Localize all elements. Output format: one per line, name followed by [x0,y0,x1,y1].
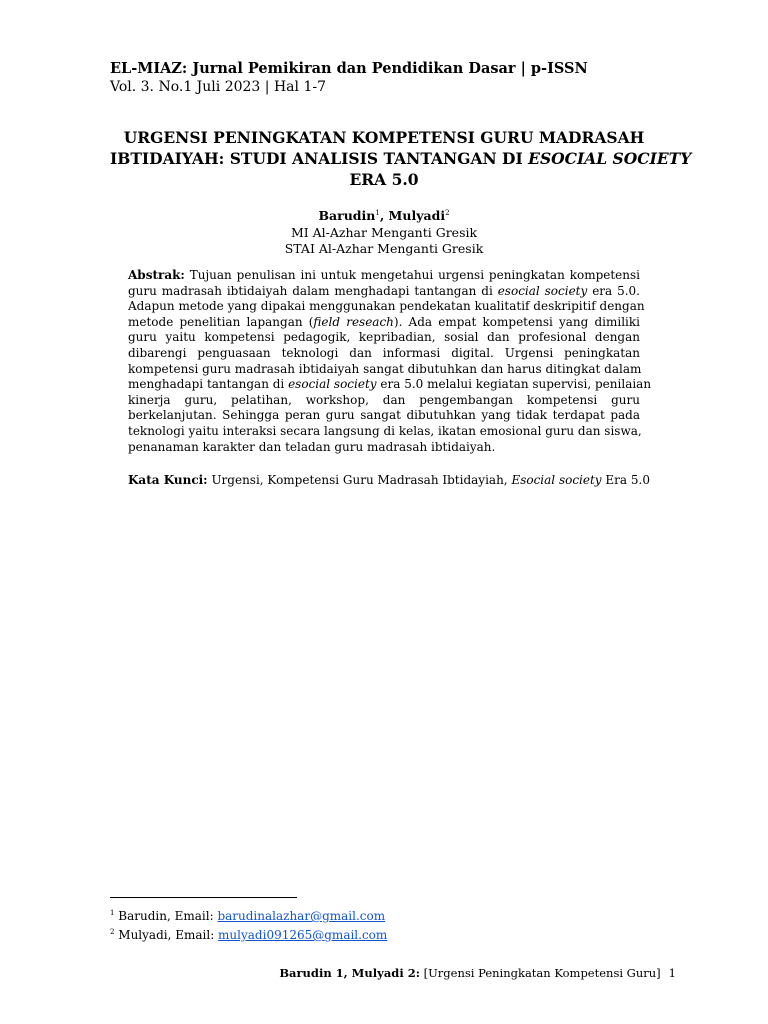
abstract-text: era 5.0. [587,283,640,298]
abstract-line: kompetensi guru madrasah ibtidaiyah sangat dibutuhkan dan harus ditingkat dalam [128,361,642,376]
author-separator: , [379,208,389,224]
abstract-line: dibarengi penguasaan teknologi dan informasi digital. Urgensi peningkatan [128,345,640,360]
author-1: Barudin [318,208,376,224]
title-line-2 [110,148,692,169]
footnote-1 [110,905,510,924]
abstract-italic: field reseach [313,314,394,329]
abstract-label: Abstrak: [128,268,185,282]
footnote-2-text: Mulyadi, Email: [114,928,219,942]
affiliation-2: STAI Al-Azhar Menganti Gresik [284,241,484,257]
page-footer [279,966,676,981]
footnotes [110,905,510,943]
footnote-2 [110,924,510,943]
abstract-line: penanaman karakter dan teladan guru madrasah ibtidaiyah. [128,439,496,454]
abstract-text: ). Ada empat kompetensi yang dimiliki [393,314,640,329]
email-link-mulyadi[interactable]: mulyadi091265@gmail.com [218,928,388,942]
abstract-line [128,268,640,284]
abstract-line [128,377,652,393]
author-2-sup: 2 [445,209,450,217]
journal-volume: Vol. 3. No.1 Juli 2023 | Hal 1-7 [110,79,326,95]
author-names [110,205,658,225]
title-line-3: ERA 5.0 [349,170,419,189]
title-line-2-text: IBTIDAIYAH: STUDI ANALISIS TANTANGAN DI [110,149,529,168]
paper-title [110,127,692,190]
abstract-italic: esocial society [288,377,377,392]
footnote-divider [110,897,297,898]
author-block [110,205,658,258]
abstract-line: berkelanjutan. Sehingga peran guru sangat dibutuhkan yang tidak terdapat pada [128,408,640,423]
page-number: 1 [668,966,676,980]
abstract-line: kinerja guru, pelatihan, workshop, dan pengembangan kompetensi guru [128,392,640,407]
keywords-label: Kata Kunci: [128,473,208,487]
journal-name: EL-MIAZ: Jurnal Pemikiran dan Pendidikan Dasar | p-ISSN [110,60,588,77]
abstract-line [128,284,640,300]
author-2: Mulyadi [388,208,446,224]
abstract [128,268,652,455]
abstract-line: Adapun metode yang dipakai menggunakan pendekatan kualitatif deskripitif dengan [128,299,645,314]
author-1-sup: 1 [375,209,380,217]
abstract-text: Tujuan penulisan ini untuk mengetahui urgensi peningkatan kompetensi [184,268,640,282]
affiliation-1: MI Al-Azhar Menganti Gresik [290,224,478,240]
keywords [128,472,648,488]
footnote-1-text: Barudin, Email: [114,909,218,923]
abstract-text: metode penelitian lapangan ( [128,314,314,329]
keywords-italic: Esocial society [511,473,602,487]
keywords-text: Urgensi, Kompetensi Guru Madrasah Ibtidayiah, [207,473,512,487]
abstract-line [128,315,640,331]
abstract-text: menghadapi tantangan di [128,377,289,392]
abstract-line: teknologi yaitu interaksi secara langsung di kelas, ikatan emosional guru dan siswa, [128,423,642,438]
keywords-suffix: Era 5.0 [601,473,650,487]
footnote-1-number: 1 [110,909,115,917]
journal-header [110,60,670,96]
footer-title: [Urgensi Peningkatan Kompetensi Guru] [419,966,661,980]
title-line-2-italic: ESOCIAL SOCIETY [528,149,692,168]
email-link-barudin[interactable]: barudinalazhar@gmail.com [217,909,386,923]
abstract-text: era 5.0 melalui kegiatan supervisi, penilaian [376,377,652,392]
title-line-1: URGENSI PENINGKATAN KOMPETENSI GURU MADRASAH [123,128,645,147]
abstract-line: guru yaitu kompetensi pedagogik, kepribadian, sosial dan profesional dengan [128,330,640,345]
footnote-2-number: 2 [110,928,115,936]
abstract-italic: esocial society [497,283,588,298]
abstract-text: guru madrasah ibtidaiyah dalam menghadapi tantangan di [128,283,498,298]
footer-authors: Barudin 1, Mulyadi 2: [279,966,420,980]
